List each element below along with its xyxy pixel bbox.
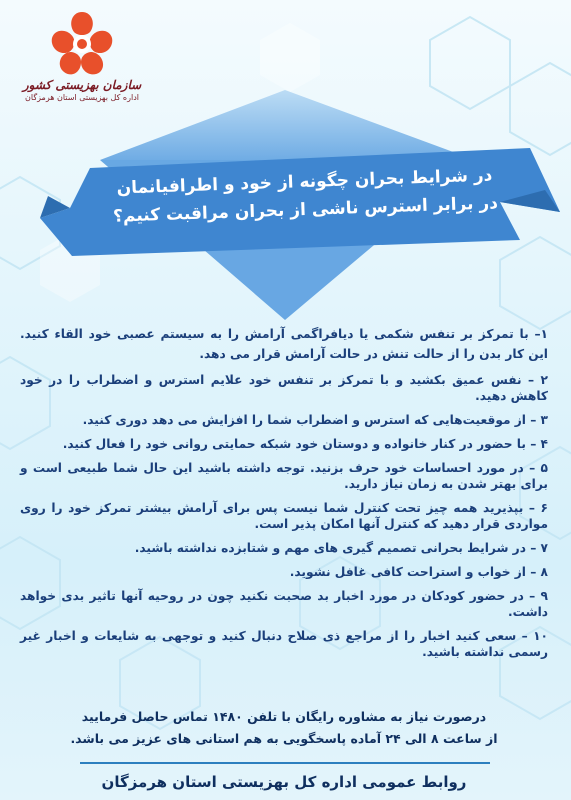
consultation-info xyxy=(20,706,548,750)
organization-subtitle: اداره کل بهزیستی استان هرمزگان xyxy=(25,93,139,102)
organization-logo xyxy=(22,8,142,102)
headline-line-2: در برابر استرس ناشی از بحران مراقبت کنیم؟ xyxy=(112,193,499,227)
tip-item-1: ۱– با تمرکز بر تنفس شکمی یا دیافراگمی آرامش را به سیستم عصبی خود القاء کنید. این کار بدن را از حالت تنش در حالت آرامش قرار می دهد. xyxy=(20,327,548,361)
tip-item-9: ۹ – در حضور کودکان در مورد اخبار بد صحبت نکنید چون در روحیه آنها تاثیر بدی خواهد داشت. xyxy=(20,589,548,619)
tip-item-10: ۱۰ – سعی کنید اخبار را از مراجع ذی صلاح دنبال کنید و توجهی به شایعات و اخبار غیر رسمی نداشته باشید. xyxy=(20,629,548,659)
footer-divider xyxy=(80,762,490,764)
tip-item-3: ۳ – از موقعیت‌هایی که استرس و اضطراب شما را افزایش می دهد دوری کنید. xyxy=(82,413,548,427)
headline-line-1: در شرایط بحران چگونه از خود و اطرافیانمان xyxy=(116,165,493,199)
consultation-line-2: از ساعت ۸ الی ۲۴ آماده پاسخگویی به هم استانی های عزیز می باشد. xyxy=(70,731,498,746)
consultation-line-1: درصورت نیاز به مشاوره رایگان با تلفن ۱۴۸۰ تماس حاصل فرمایید xyxy=(81,709,487,724)
tip-item-4: ۴ – با حضور در کنار خانواده و دوستان خود شبکه حمایتی روانی خود را فعال کنید. xyxy=(62,437,548,451)
tip-item-6: ۶ – بپذیرید همه چیز تحت کنترل شما نیست پس برای آرامش بیشتر تمرکز خود را روی مواردی قرار دهید که کنترل آنها امکان پذیر است. xyxy=(20,501,548,531)
flower-logo-icon xyxy=(46,8,118,80)
organization-title: سازمان بهزیستی کشور xyxy=(22,78,142,92)
tip-item-7: ۷ – در شرایط بحرانی تصمیم گیری های مهم و شتابزده نداشته باشید. xyxy=(134,541,548,555)
tips-list xyxy=(20,324,548,660)
tip-item-5: ۵ – در مورد احساسات خود حرف بزنید. توجه داشته باشید این حال شما طبیعی است و برای بهتر شدن به زمان نیاز دارید. xyxy=(20,461,548,491)
tip-item-2: ۲ – نفس عمیق بکشید و با تمرکز بر تنفس خود علایم استرس و اضطراب را در خود کاهش دهید. xyxy=(20,373,548,403)
tip-item-8: ۸ – از خواب و استراحت کافی غافل نشوید. xyxy=(289,565,548,579)
footer-credit: روابط عمومی اداره کل بهزیستی استان هرمزگان xyxy=(101,773,467,791)
